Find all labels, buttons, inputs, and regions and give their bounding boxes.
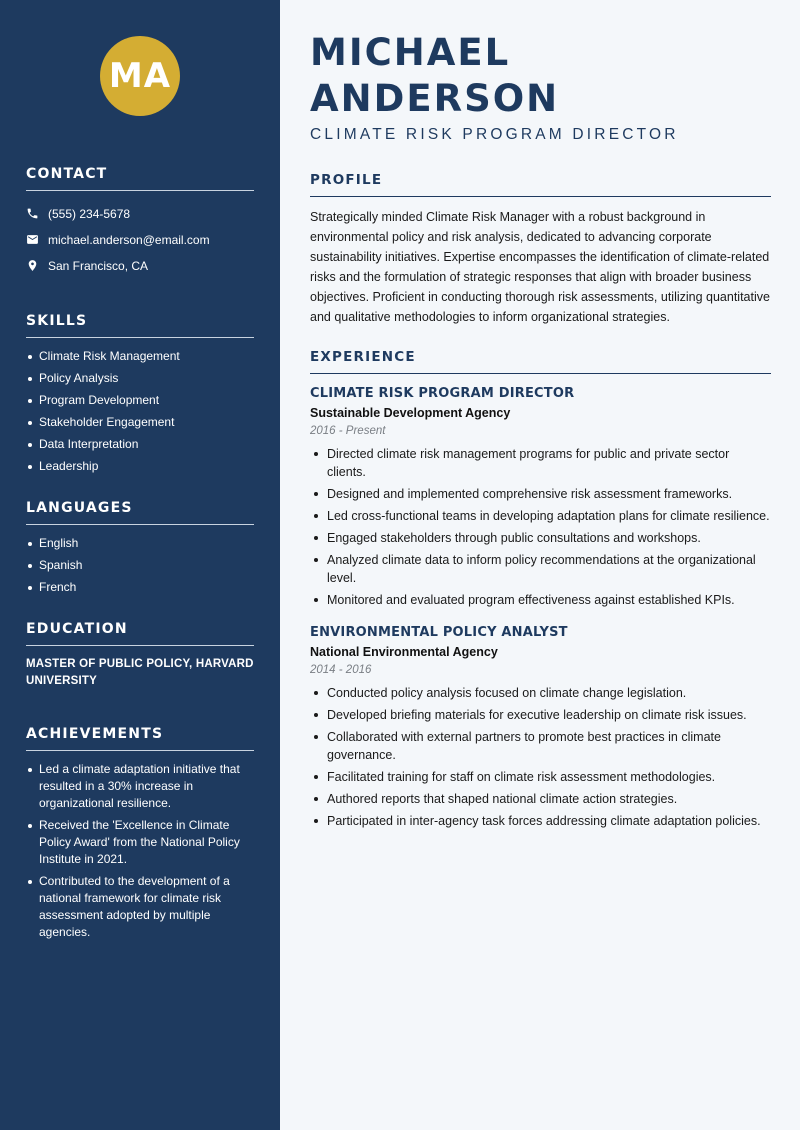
list-item: Monitored and evaluated program effectiveness against established KPIs. bbox=[310, 591, 771, 609]
location-text: San Francisco, CA bbox=[48, 259, 149, 273]
contact-email bbox=[26, 227, 254, 253]
achievements-section bbox=[26, 726, 254, 941]
job-bullets bbox=[310, 684, 771, 830]
list-item: English bbox=[26, 535, 254, 551]
job-entry bbox=[310, 386, 771, 609]
sidebar bbox=[0, 0, 280, 1130]
skills-heading: SKILLS bbox=[26, 313, 254, 338]
job-title: CLIMATE RISK PROGRAM DIRECTOR bbox=[310, 386, 575, 401]
list-item: Contributed to the development of a national framework for climate risk assessment adopted by multiple agencies. bbox=[26, 873, 254, 941]
list-item: French bbox=[26, 579, 254, 595]
list-item: Authored reports that shaped national climate action strategies. bbox=[310, 790, 771, 808]
list-item: Developed briefing materials for executive leadership on climate risk issues. bbox=[310, 706, 771, 724]
education-degree: MASTER OF PUBLIC POLICY, HARVARD UNIVERSITY bbox=[26, 658, 254, 687]
list-item: Climate Risk Management bbox=[26, 348, 254, 364]
job-entry bbox=[310, 625, 771, 830]
contact-heading: CONTACT bbox=[26, 166, 254, 191]
job-company: National Environmental Agency bbox=[310, 645, 498, 659]
job-dates: 2016 - Present bbox=[310, 425, 386, 437]
contact-section bbox=[26, 166, 254, 279]
list-item: Data Interpretation bbox=[26, 436, 254, 452]
list-item: Leadership bbox=[26, 458, 254, 474]
education-heading: EDUCATION bbox=[26, 621, 254, 646]
mail-icon bbox=[26, 233, 40, 247]
main-content bbox=[280, 0, 800, 1130]
list-item: Facilitated training for staff on climate risk assessment methodologies. bbox=[310, 768, 771, 786]
contact-list bbox=[26, 201, 254, 279]
list-item: Spanish bbox=[26, 557, 254, 573]
achievements-list bbox=[26, 761, 254, 941]
avatar: MA bbox=[100, 36, 180, 116]
profile-section bbox=[310, 172, 771, 327]
phone-number[interactable]: (555) 234-5678 bbox=[48, 207, 131, 221]
job-company: Sustainable Development Agency bbox=[310, 406, 511, 420]
location-pin-icon bbox=[26, 259, 40, 273]
list-item: Received the 'Excellence in Climate Policy Award' from the National Policy Institute in 2021. bbox=[26, 817, 254, 868]
languages-section bbox=[26, 500, 254, 595]
experience-heading: EXPERIENCE bbox=[310, 349, 771, 374]
job-bullets bbox=[310, 445, 771, 609]
experience-section bbox=[310, 349, 771, 830]
education-section bbox=[26, 621, 254, 690]
list-item: Led cross-functional teams in developing adaptation plans for climate resilience. bbox=[310, 507, 771, 525]
list-item: Participated in inter-agency task forces addressing climate adaptation policies. bbox=[310, 812, 771, 830]
skills-list bbox=[26, 348, 254, 474]
list-item: Stakeholder Engagement bbox=[26, 414, 254, 430]
list-item: Led a climate adaptation initiative that resulted in a 30% increase in organizational resilience. bbox=[26, 761, 254, 812]
profile-text: Strategically minded Climate Risk Manager with a robust background in environmental policy and risk analysis, dedicated to advancing corporate sustainability initiatives. Expertise encompasses the identification of climate-related risks and the formulation of strategic responses that align with broader business objectives. Proficient in conducting thorough risk assessments, utilizing quantitative and qualitative methodologies to inform organizational strategies. bbox=[310, 210, 770, 324]
list-item: Policy Analysis bbox=[26, 370, 254, 386]
list-item: Analyzed climate data to inform policy recommendations at the organizational level. bbox=[310, 551, 771, 587]
job-title: ENVIRONMENTAL POLICY ANALYST bbox=[310, 625, 568, 640]
languages-list bbox=[26, 535, 254, 595]
contact-location bbox=[26, 253, 254, 279]
page-title: MICHAEL ANDERSON bbox=[310, 31, 560, 120]
contact-phone bbox=[26, 201, 254, 227]
phone-icon bbox=[26, 207, 40, 221]
job-title-header: CLIMATE RISK PROGRAM DIRECTOR bbox=[310, 126, 679, 143]
skills-section bbox=[26, 313, 254, 474]
list-item: Conducted policy analysis focused on climate change legislation. bbox=[310, 684, 771, 702]
list-item: Directed climate risk management programs for public and private sector clients. bbox=[310, 445, 771, 481]
job-dates: 2014 - 2016 bbox=[310, 664, 372, 676]
email-address[interactable]: michael.anderson@email.com bbox=[48, 233, 210, 247]
list-item: Collaborated with external partners to promote best practices in climate governance. bbox=[310, 728, 771, 764]
languages-heading: LANGUAGES bbox=[26, 500, 254, 525]
list-item: Engaged stakeholders through public consultations and workshops. bbox=[310, 529, 771, 547]
list-item: Designed and implemented comprehensive risk assessment frameworks. bbox=[310, 485, 771, 503]
achievements-heading: ACHIEVEMENTS bbox=[26, 726, 254, 751]
profile-heading: PROFILE bbox=[310, 172, 771, 197]
list-item: Program Development bbox=[26, 392, 254, 408]
